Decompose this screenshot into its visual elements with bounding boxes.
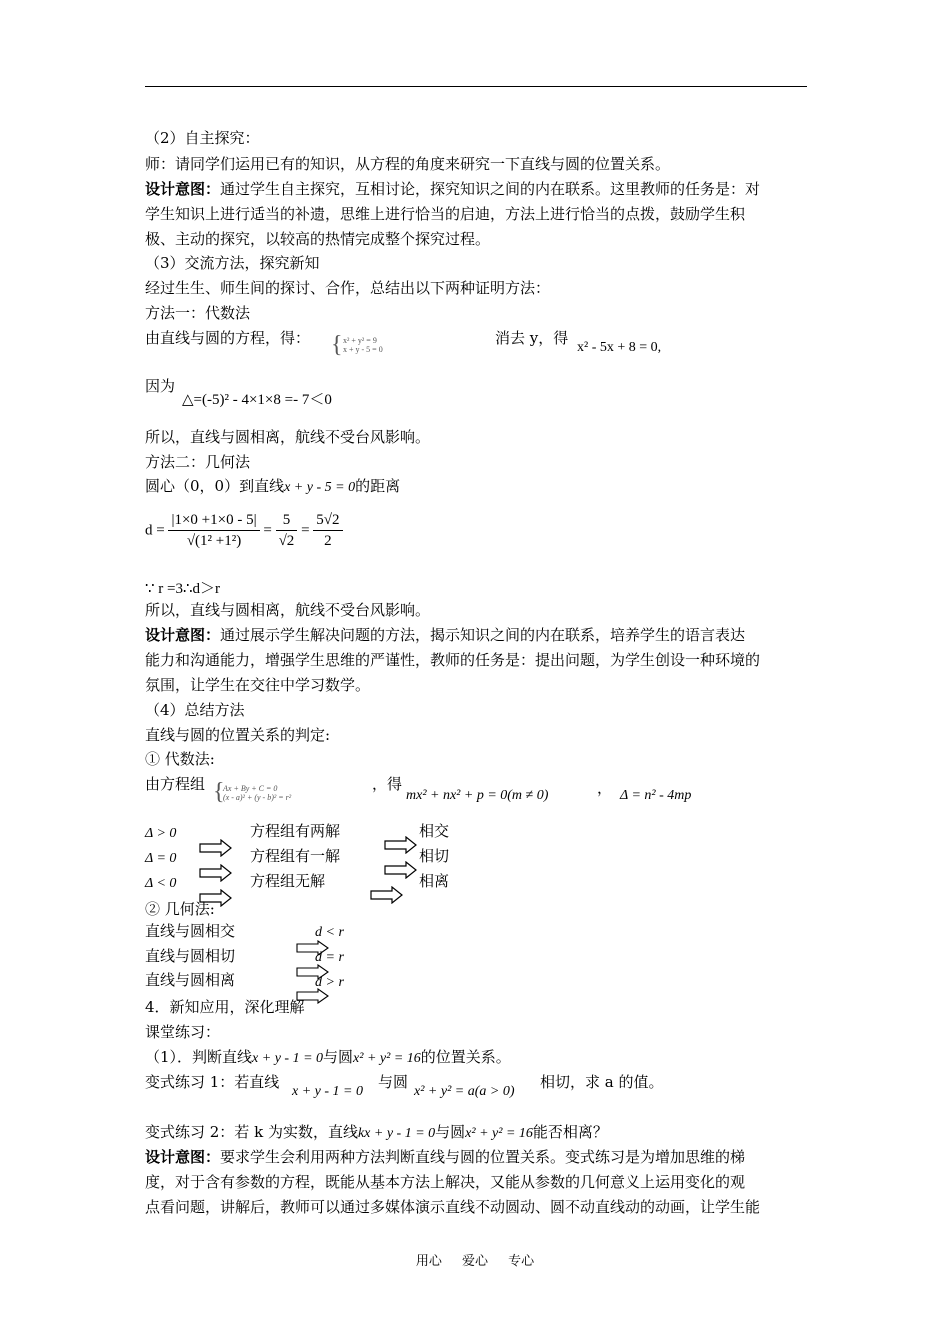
math-equation: x² + y² = a(a > 0) (414, 1084, 515, 1099)
design-intent-text: 要求学生会利用两种方法判断直线与圆的位置关系。变式练习是为增加思维的梯 (220, 1148, 746, 1166)
hollow-arrow-icon (384, 836, 418, 854)
design-intent-text: 通过展示学生解决问题的方法，揭示知识之间的内在联系，培养学生的语言表达 (220, 626, 746, 644)
exercise-1 (145, 1047, 511, 1069)
distance-line (145, 476, 400, 498)
math-equation: △=(-5)² - 4×1×8 =- 7＜0 (182, 392, 332, 408)
hollow-arrow-icon (199, 839, 233, 857)
geometry-case: 直线与圆相离 (145, 971, 236, 989)
page-footer (0, 1250, 950, 1269)
delta-condition: Δ > 0 (145, 826, 177, 841)
system-row: (x - a)² + (y - b)² = r² (223, 793, 292, 802)
text-span: 与圆 (435, 1123, 466, 1141)
math-equation: mx² + nx² + p = 0(m ≠ 0) (406, 788, 549, 803)
footer-text: 爱心 (461, 1254, 488, 1269)
text-span: 能否相离？ (532, 1123, 608, 1141)
math-equation: x² + y² = 16 (353, 1051, 421, 1066)
conclusion-line: 所以，直线与圆相离，航线不受台风影响。 (145, 601, 431, 619)
formula-lhs: d = (145, 522, 165, 539)
fraction-denominator: 2 (324, 533, 332, 549)
teacher-line: 师：请同学们运用已有的知识，从方程的角度来研究一下直线与圆的位置关系。 (145, 155, 671, 173)
math-equation: x² + y² = 16 (465, 1126, 533, 1141)
paragraph-line: 因为 (145, 377, 176, 395)
paragraph-line: 能力和沟通能力，增强学生思维的严谨性，教师的任务是：提出问题，为学生创设一种环境的 (145, 651, 761, 669)
geometry-case: 直线与圆相切 (145, 947, 236, 965)
fraction-numerator: |1×0 +1×0 - 5| (168, 510, 259, 531)
design-intent-label: 设计意图： (145, 1148, 221, 1166)
heading-summary: （4）总结方法 (145, 701, 245, 719)
text-span: 与圆 (378, 1073, 409, 1091)
hollow-arrow-icon (370, 886, 404, 904)
delta-condition: Δ = 0 (145, 851, 177, 866)
relation-label: 相离 (419, 872, 450, 890)
paragraph-line: 学生知识上进行适当的补遗，思维上进行恰当的启迪，方法上进行恰当的点拨，鼓励学生积 (145, 205, 746, 223)
variant-exercise-1-a: 变式练习 1：若直线 (145, 1073, 280, 1091)
equation-system (223, 784, 291, 802)
design-intent-2 (145, 625, 745, 645)
fraction (276, 510, 298, 551)
footer-text: 专心 (508, 1254, 535, 1269)
conclusion-line: 所以，直线与圆相离，航线不受台风影响。 (145, 428, 431, 446)
math-equation: x² - 5x + 8 = 0, (577, 340, 662, 355)
section-heading: 4．新知应用，深化理解 (145, 998, 305, 1016)
relation-label: 相交 (419, 822, 450, 840)
paragraph-line: 消去 y，得 (495, 329, 569, 347)
text-span: 相切，求 a 的值。 (540, 1073, 664, 1091)
comparison-line: ∵ r =3∴d＞r (145, 581, 221, 597)
paragraph-line: ，得 (372, 775, 403, 793)
comma: ， (597, 779, 613, 797)
text-span: 与圆 (323, 1048, 354, 1066)
equals-sign: = (263, 522, 272, 539)
design-intent-label: 设计意图： (145, 626, 221, 644)
fraction (313, 510, 342, 551)
brace-symbol: { (213, 779, 225, 805)
variant-exercise-2 (145, 1122, 608, 1144)
text-span: 圆心（0，0）到直线 (145, 477, 285, 495)
geometry-method-heading: ② 几何法: (145, 900, 215, 918)
system-row: x² + y² = 9 (343, 336, 377, 345)
paragraph-line: 点看问题，讲解后，教师可以通过多媒体演示直线不动圆动、圆不动直线动的动画，让学生能 (145, 1198, 761, 1216)
practice-heading: 课堂练习： (145, 1023, 221, 1041)
fraction-numerator: 5√2 (313, 510, 342, 531)
paragraph-line: 由方程组 (145, 775, 206, 793)
distance-condition: d > r (315, 975, 344, 990)
header-rule (145, 86, 807, 87)
fraction (168, 510, 259, 551)
paragraph-line: 经过生生、师生间的探讨、合作，总结出以下两种证明方法： (145, 279, 551, 297)
math-equation: x + y - 5 = 0 (284, 480, 356, 495)
math-equation: x + y - 1 = 0 (252, 1051, 324, 1066)
design-intent-1 (145, 179, 760, 199)
brace-symbol: { (331, 332, 343, 358)
math-equation: Δ = n² - 4mp (620, 788, 692, 803)
design-intent-text: 通过学生自主探究，互相讨论，探究知识之间的内在联系。这里教师的任务是：对 (220, 180, 761, 198)
math-equation: x + y - 1 = 0 (292, 1084, 363, 1099)
paragraph-line: 度，对于含有参数的方程，既能从基本方法上解决，又能从参数的几何意义上运用变化的观 (145, 1173, 746, 1191)
geometry-case: 直线与圆相交 (145, 922, 236, 940)
solution-count: 方程组无解 (250, 872, 326, 890)
method-one-heading: 方法一：代数法 (145, 304, 251, 322)
paragraph-line: 氛围，让学生在交往中学习数学。 (145, 676, 371, 694)
fraction-denominator: √2 (278, 533, 295, 549)
equals-sign: = (301, 522, 310, 539)
heading-exchange: （3）交流方法，探究新知 (145, 254, 320, 272)
fraction-denominator: √(1² +1²) (186, 533, 242, 549)
distance-condition: d < r (315, 925, 344, 940)
footer-text: 用心 (415, 1254, 442, 1269)
math-equation: kx + y - 1 = 0 (357, 1126, 436, 1141)
distance-condition: d = r (315, 950, 344, 965)
design-intent-3 (145, 1147, 745, 1167)
delta-condition: Δ < 0 (145, 876, 177, 891)
text-span: （1）．判断直线 (145, 1048, 253, 1066)
solution-count: 方程组有一解 (250, 847, 341, 865)
method-two-heading: 方法二：几何法 (145, 453, 251, 471)
solution-count: 方程组有两解 (250, 822, 341, 840)
text-span: 的距离 (355, 477, 401, 495)
text-span: 变式练习 2：若 k 为实数，直线 (145, 1123, 358, 1141)
fraction-numerator: 5 (276, 510, 298, 531)
relation-label: 相切 (419, 847, 450, 865)
hollow-arrow-icon (199, 864, 233, 882)
text-span: 的位置关系。 (420, 1048, 511, 1066)
system-row: x + y - 5 = 0 (343, 345, 383, 354)
design-intent-label: 设计意图： (145, 180, 221, 198)
hollow-arrow-icon (384, 861, 418, 879)
paragraph-line: 极、主动的探究，以较高的热情完成整个探究过程。 (145, 230, 491, 248)
heading-self-explore: （2）自主探究： (145, 129, 260, 147)
equation-system (343, 336, 383, 354)
system-row: Ax + By + C = 0 (223, 784, 278, 793)
paragraph-line: 直线与圆的位置关系的判定: (145, 726, 331, 744)
paragraph-line: 由直线与圆的方程，得： (145, 329, 311, 347)
distance-formula (145, 510, 343, 551)
algebra-method-heading: ① 代数法: (145, 750, 215, 768)
